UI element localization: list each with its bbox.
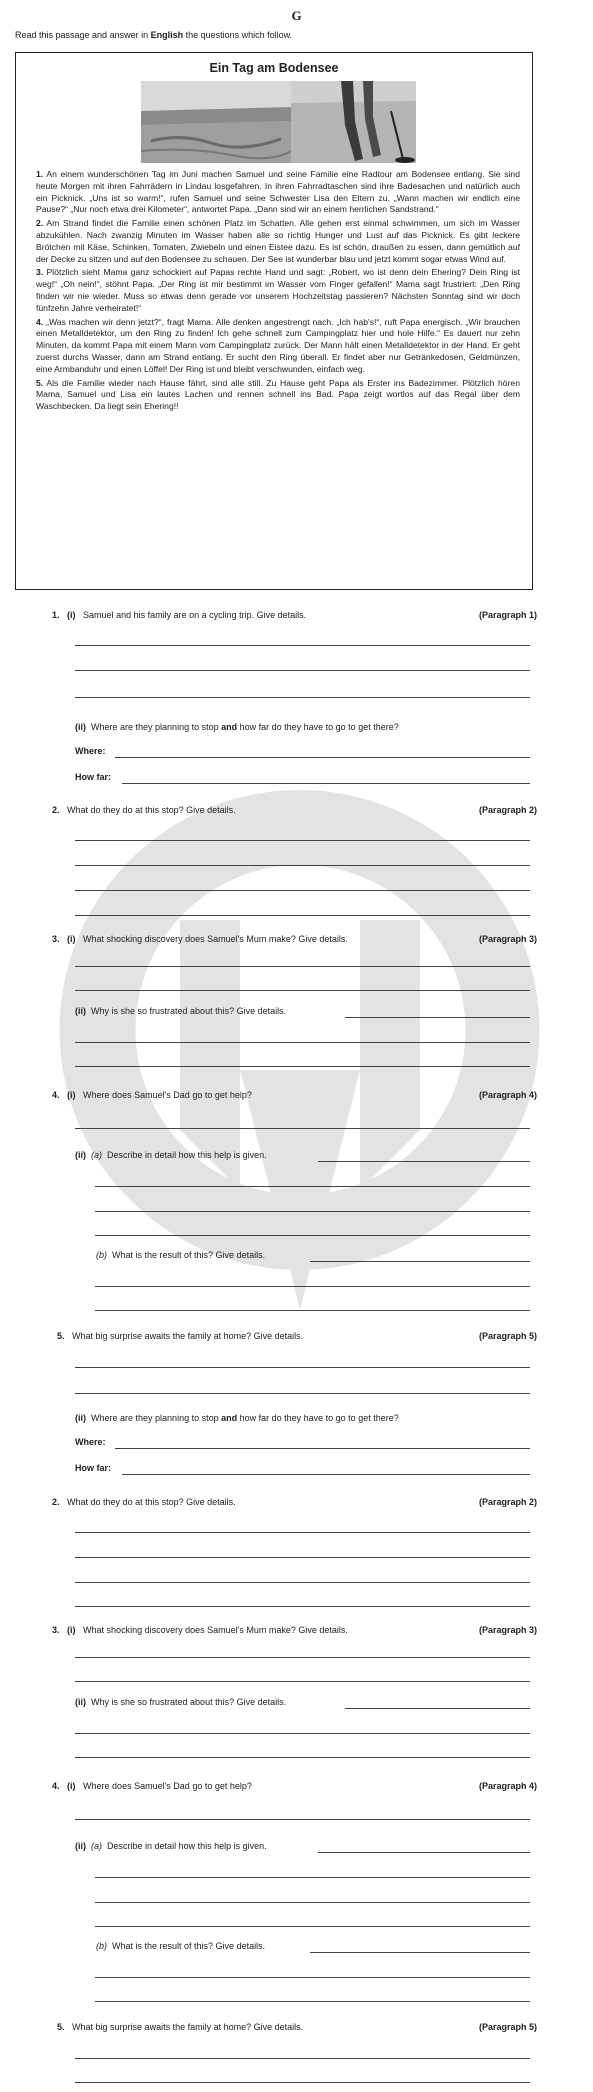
question-5: 5. What big surprise awaits the family at home? Give details.	[57, 1331, 304, 1341]
answer-line[interactable]	[95, 1926, 530, 1927]
how-far-label: How far:	[75, 1463, 111, 1473]
answer-line[interactable]	[75, 990, 530, 991]
paragraph-ref-1: (Paragraph 1)	[478, 610, 537, 620]
answer-line[interactable]	[75, 966, 530, 967]
paragraph-ref-4: (Paragraph 4)	[478, 1781, 537, 1791]
question-1-ii: (ii) Where are they planning to stop and how far do they have to go to get there?	[75, 722, 399, 732]
paragraph-ref-3: (Paragraph 3)	[478, 934, 537, 944]
question-4-ii-b-repeat: (b) What is the result of this? Give details.	[96, 1941, 266, 1951]
question-3-ii-repeat: (ii) Why is she so frustrated about this? Give details.	[75, 1697, 287, 1707]
answer-line[interactable]	[75, 1393, 530, 1394]
answer-line[interactable]	[95, 1310, 530, 1311]
question-5-repeat: 5. What big surprise awaits the family at home? Give details.	[57, 2022, 304, 2032]
paragraph-1: 1. An einem wunderschönen Tag im Juni machen Samuel und seine Familie eine Radtour am Bodensee entlang. Sie sind heute Morgen mit ihren Fahrrädern in Lindau losgefahren. In ihren Fahrradtaschen sind ihre Badesachen und natürlich auch ein Picknick. „Uns ist so warm!“, rufen Samuel und seine Schwester Lisa den Eltern zu. „Wann machen wir endlich eine Pause?“ „Nur noch etwa drei Kilometer“, antwortet Papa. „Dann sind wir an einem herrlichen Sandstrand.“	[36, 169, 520, 215]
where-answer-line[interactable]	[115, 1448, 530, 1449]
question-4: 4. (i) Where does Samuel's Dad go to get help?	[52, 1090, 252, 1100]
question-3-ii: (ii) Why is she so frustrated about this? Give details.	[75, 1006, 287, 1016]
section-letter: G	[291, 8, 302, 23]
answer-line[interactable]	[75, 1066, 530, 1067]
answer-line[interactable]	[318, 1852, 530, 1853]
question-3: 3. (i) What shocking discovery does Samuel's Mum make? Give details.	[52, 934, 348, 944]
answer-line[interactable]	[345, 1708, 530, 1709]
paragraph-ref-5: (Paragraph 5)	[478, 1331, 537, 1341]
answer-line[interactable]	[95, 1286, 530, 1287]
answer-line[interactable]	[95, 1186, 530, 1187]
answer-line[interactable]	[75, 1657, 530, 1658]
answer-line[interactable]	[318, 1161, 530, 1162]
paragraph-ref-3: (Paragraph 3)	[478, 1625, 537, 1635]
answer-line[interactable]	[75, 1582, 530, 1583]
question-1: 1. (i) Samuel and his family are on a cycling trip. Give details.	[52, 610, 307, 620]
answer-line[interactable]	[95, 1211, 530, 1212]
answer-line[interactable]	[75, 915, 530, 916]
question-2-repeat: 2. What do they do at this stop? Give details.	[52, 1497, 236, 1507]
passage-body	[36, 169, 520, 415]
paragraph-ref-4: (Paragraph 4)	[478, 1090, 537, 1100]
answer-line[interactable]	[95, 1235, 530, 1236]
how-far-answer-line[interactable]	[122, 783, 530, 784]
answer-line[interactable]	[95, 2001, 530, 2002]
logo-watermark	[40, 770, 560, 1330]
answer-line[interactable]	[75, 1532, 530, 1533]
instructions: Read this passage and answer in English the questions which follow.	[15, 30, 293, 40]
question-4-ii-a: (ii) (a) Describe in detail how this help is given.	[75, 1150, 267, 1160]
answer-line[interactable]	[75, 1042, 530, 1043]
question-4-ii-a-repeat: (ii) (a) Describe in detail how this help is given.	[75, 1841, 267, 1851]
answer-line[interactable]	[95, 1977, 530, 1978]
where-label: Where:	[75, 1437, 106, 1447]
paragraph-4: 4. „Was machen wir denn jetzt?“, fragt Mama. Alle denken angestrengt nach. „Ich hab's!“, ruft Papa energisch. „Wir brauchen einen Metalldetektor, um den Ring zu finden! Ich gehe schnell zum Campingplatz hier und hole Hilfe.“ Es dauert nur zehn Minuten, da kommt Papa mit einem Mann vom Campingplatz zurück. Der Mann hält einen Metalldetektor in der Hand. Er geht zuerst durchs Wasser, dann am Strand entlang. Er sucht den Ring überall. Er findet aber nur Getränkedosen, Geldmünzen, eine Armbanduhr und einen Löffel! Der Ring ist und bleibt verschwunden, einfach weg.	[36, 316, 521, 374]
answer-line[interactable]	[75, 670, 530, 671]
paragraph-3: 3. Plötzlich sieht Mama ganz schockiert auf Papas rechte Hand und sagt: „Robert, wo ist denn dein Ehering? Dein Ring ist weg!“ „Oh nein!“, stöhnt Papa. „Der Ring ist mir bestimmt im Wasser vom Finger gefallen!“ Mama sagt frustriert: „Den Ring finden wir nie wieder. Muss so etwas denn gerade vor unserem Hochzeitstag passieren? Nächsten Sonntag sind wir doch fünfzehn Jahre verheiratet!“	[36, 267, 520, 313]
answer-line[interactable]	[75, 865, 530, 866]
question-3-repeat: 3. (i) What shocking discovery does Samuel's Mum make? Give details.	[52, 1625, 348, 1635]
question-4-ii-b: (b) What is the result of this? Give details.	[96, 1250, 266, 1260]
where-label: Where:	[75, 746, 106, 756]
answer-line[interactable]	[75, 1733, 530, 1734]
answer-line[interactable]	[75, 890, 530, 891]
passage-title: Ein Tag am Bodensee	[209, 61, 339, 75]
answer-line[interactable]	[345, 1017, 530, 1018]
answer-line[interactable]	[95, 1877, 530, 1878]
paragraph-2: 2. Am Strand findet die Familie einen schönen Platz im Schatten. Alle gehen erst einmal schwimmen, um sich im Wasser abzukühlen. Nach zwanzig Minuten im Wasser haben alle so richtig Hunger und Lust auf das Picknick. Es gibt leckere Brötchen mit Käse, Schinken, Tomaten, Zwiebeln und einen Eistee dazu. Es ist schön, draußen zu essen, dann gemütlich auf der Decke zu sitzen und auf den Bodensee zu schauen. Der See ist wunderbar blau und jetzt kommt sogar etwas Wind auf.	[36, 218, 520, 264]
where-answer-line[interactable]	[115, 757, 530, 758]
paragraph-ref-2: (Paragraph 2)	[478, 1497, 537, 1507]
answer-line[interactable]	[75, 1757, 530, 1758]
answer-line[interactable]	[75, 2058, 530, 2059]
question-4-repeat: 4. (i) Where does Samuel's Dad go to get help?	[52, 1781, 252, 1791]
passage-photo	[141, 81, 416, 163]
question-2: 2. What do they do at this stop? Give details.	[52, 805, 236, 815]
answer-line[interactable]	[75, 1128, 530, 1129]
answer-line[interactable]	[310, 1952, 530, 1953]
how-far-label: How far:	[75, 772, 111, 782]
answer-line[interactable]	[75, 2082, 530, 2083]
answer-line[interactable]	[75, 840, 530, 841]
answer-line[interactable]	[75, 697, 530, 698]
answer-line[interactable]	[75, 1681, 530, 1682]
answer-line[interactable]	[310, 1261, 530, 1262]
answer-line[interactable]	[75, 645, 530, 646]
paragraph-ref-5: (Paragraph 5)	[478, 2022, 537, 2032]
how-far-answer-line[interactable]	[122, 1474, 530, 1475]
answer-line[interactable]	[75, 1557, 530, 1558]
passage-box	[15, 52, 533, 590]
answer-line[interactable]	[95, 1902, 530, 1903]
answer-line[interactable]	[75, 1606, 530, 1607]
answer-line[interactable]	[75, 1367, 530, 1368]
question-1-ii-repeat: (ii) Where are they planning to stop and how far do they have to go to get there?	[75, 1413, 399, 1423]
answer-line[interactable]	[75, 1819, 530, 1820]
paragraph-5: 5. Als die Familie wieder nach Hause fährt, sind alle still. Zu Hause geht Papa als Erster ins Badezimmer. Plötzlich hören Mama, Samuel und Lisa ein lautes Lachen und rennen schnell ins Bad. Papa zeigt wortlos auf das Regal über dem Waschbecken. Da liegt sein Ehering!!	[36, 377, 520, 412]
paragraph-ref-2: (Paragraph 2)	[478, 805, 537, 815]
